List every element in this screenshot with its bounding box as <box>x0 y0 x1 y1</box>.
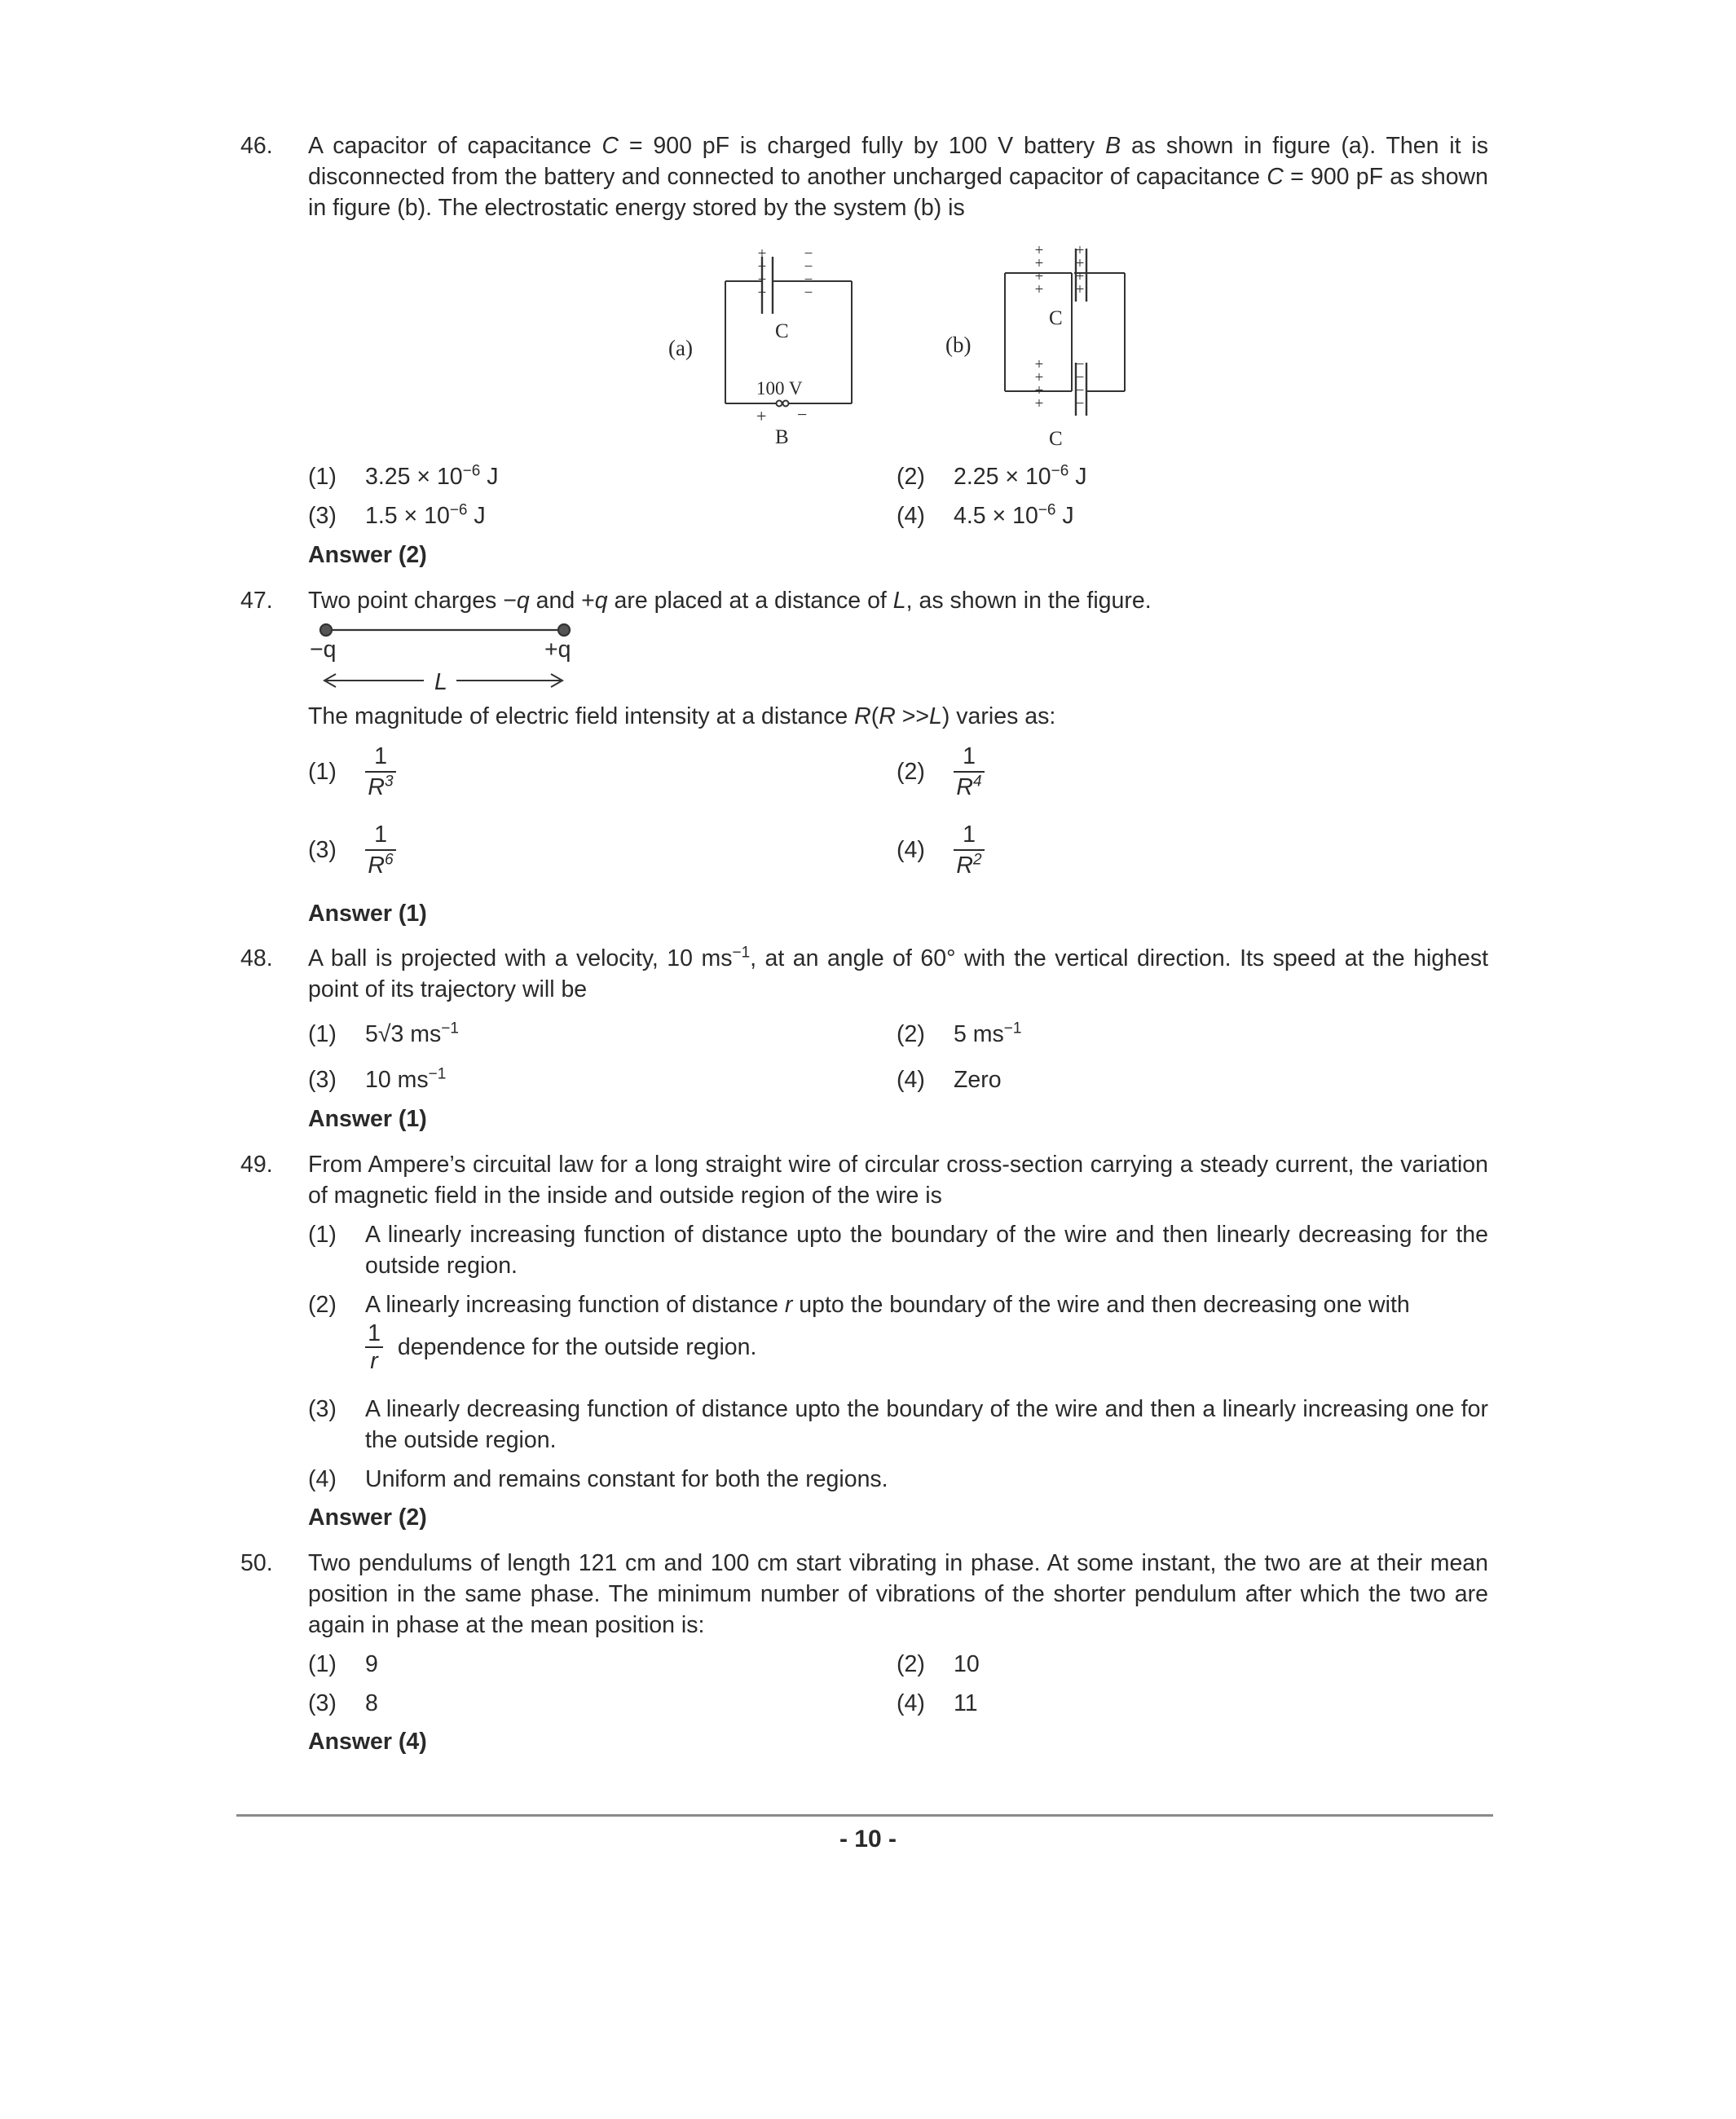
capacitor-top-plus-signs-right: + + + + <box>1075 242 1085 298</box>
option[interactable]: (3) A linearly decreasing function of distance upto the boundary of the wire and then a linearly increasing one for the outside region. <box>308 1396 1488 1453</box>
question-number: 48. <box>240 945 273 971</box>
question-text: A capacitor of capacitance C = 900 pF is charged fully by 100 V battery B as shown in figure (a). Then it is disconnected from the battery and connected to another uncharged capacitor of capacitance C = 900 pF as shown in figure (b). The electrostatic energy stored by the system (b) is <box>308 133 1488 221</box>
option[interactable]: (2) $2.25 \times 10^{-6}$ J <box>897 462 1087 490</box>
option[interactable]: (4) $4.5 \times 10^{-6}$ J <box>897 501 1074 529</box>
question-text: Two point charges −q and +q are placed at a distance of L, as shown in the figure. <box>308 588 1152 614</box>
question-text: A ball is projected with a velocity, 10 $ms^{-1}$, at an angle of 60° with the vertical direction. Its speed at the highest point of its trajectory will be <box>308 944 1488 1002</box>
option[interactable]: (4) 11 <box>897 1690 978 1716</box>
option[interactable]: (2) $\frac{1}{R^4}$ <box>897 742 985 802</box>
capacitor-bottom-label: C <box>1049 428 1063 450</box>
battery-label: B <box>775 426 789 448</box>
figure-a-label: (a) <box>668 336 693 360</box>
option[interactable]: (1) $\frac{1}{R^3}$ <box>308 742 396 802</box>
option[interactable]: (3) $1.5 \times 10^{-6}$ J <box>308 501 486 529</box>
option[interactable]: (2) 5 $ms^{-1}$ <box>897 1020 1022 1047</box>
option[interactable]: (2) A linearly increasing function of distance r upto the boundary of the wire and then decreasing one with $\frac{1}{r}$ dependence for the outside region. <box>308 1289 1488 1374</box>
battery-voltage-label: 100 V <box>756 378 803 399</box>
answer: Answer (1) <box>308 901 427 927</box>
figure-b-label: (b) <box>945 333 972 357</box>
question-text: From Ampere’s circuital law for a long straight wire of circular cross-section carrying a steady current, the variation of magnetic field in the inside and outside region of the wire is <box>308 1152 1488 1209</box>
battery-minus-sign: − <box>797 404 808 425</box>
answer: Answer (2) <box>308 1504 427 1531</box>
question-number: 47. <box>240 588 273 614</box>
capacitor-top-label: C <box>1049 307 1063 329</box>
capacitor-top-plus-signs: + + + + <box>1034 242 1044 298</box>
capacitor-label: C <box>775 320 789 342</box>
option[interactable]: (1) $3.25 \times 10^{-6}$ J <box>308 462 499 490</box>
option-text: A linearly increasing function of distance r upto the boundary of the wire and then decreasing one with <box>365 1292 1410 1318</box>
option[interactable]: (1) A linearly increasing function of distance upto the boundary of the wire and then linearly decreasing for the outside region. <box>308 1222 1488 1279</box>
capacitor-bottom-plus-signs: + + + + <box>1034 356 1044 412</box>
question-text-continued: The magnitude of electric field intensity at a distance R(R >>L) varies as: <box>308 703 1056 729</box>
option[interactable]: (1) 5√3 $ms^{-1}$ <box>308 1020 459 1047</box>
question-number: 49. <box>240 1152 273 1178</box>
option[interactable]: (2) 10 <box>897 1651 980 1677</box>
capacitor-minus-signs: − − − − <box>804 245 813 302</box>
option[interactable]: (3) 8 <box>308 1690 378 1716</box>
answer: Answer (4) <box>308 1729 427 1755</box>
distance-label: L <box>434 669 447 695</box>
option[interactable]: (4) Zero <box>897 1067 1002 1093</box>
page-number: - 10 - <box>839 1826 897 1852</box>
battery-plus-sign: + <box>756 406 767 426</box>
capacitor-bottom-minus-signs: − − − − <box>1075 356 1085 412</box>
question-number: 50. <box>240 1550 273 1576</box>
option[interactable]: (1) 9 <box>308 1651 378 1677</box>
answer: Answer (1) <box>308 1106 427 1132</box>
option[interactable]: (4) Uniform and remains constant for both the regions. <box>308 1466 888 1492</box>
negative-charge-label: −q <box>310 637 337 663</box>
question-number: 46. <box>240 133 273 159</box>
answer: Answer (2) <box>308 542 427 568</box>
option[interactable]: (3) $\frac{1}{R^6}$ <box>308 820 396 880</box>
option[interactable]: (3) 10 $ms^{-1}$ <box>308 1065 447 1093</box>
question-text: Two pendulums of length 121 cm and 100 cm start vibrating in phase. At some instant, the two are at their mean position in the same phase. The minimum number of vibrations of the shorter pendulum after which the two are again in phase at the mean position is: <box>308 1550 1488 1638</box>
footer-divider <box>236 1814 1493 1817</box>
option[interactable]: (4) $\frac{1}{R^2}$ <box>897 820 985 880</box>
capacitor-plus-signs: + + + + <box>757 245 767 302</box>
positive-charge-label: +q <box>544 637 571 663</box>
